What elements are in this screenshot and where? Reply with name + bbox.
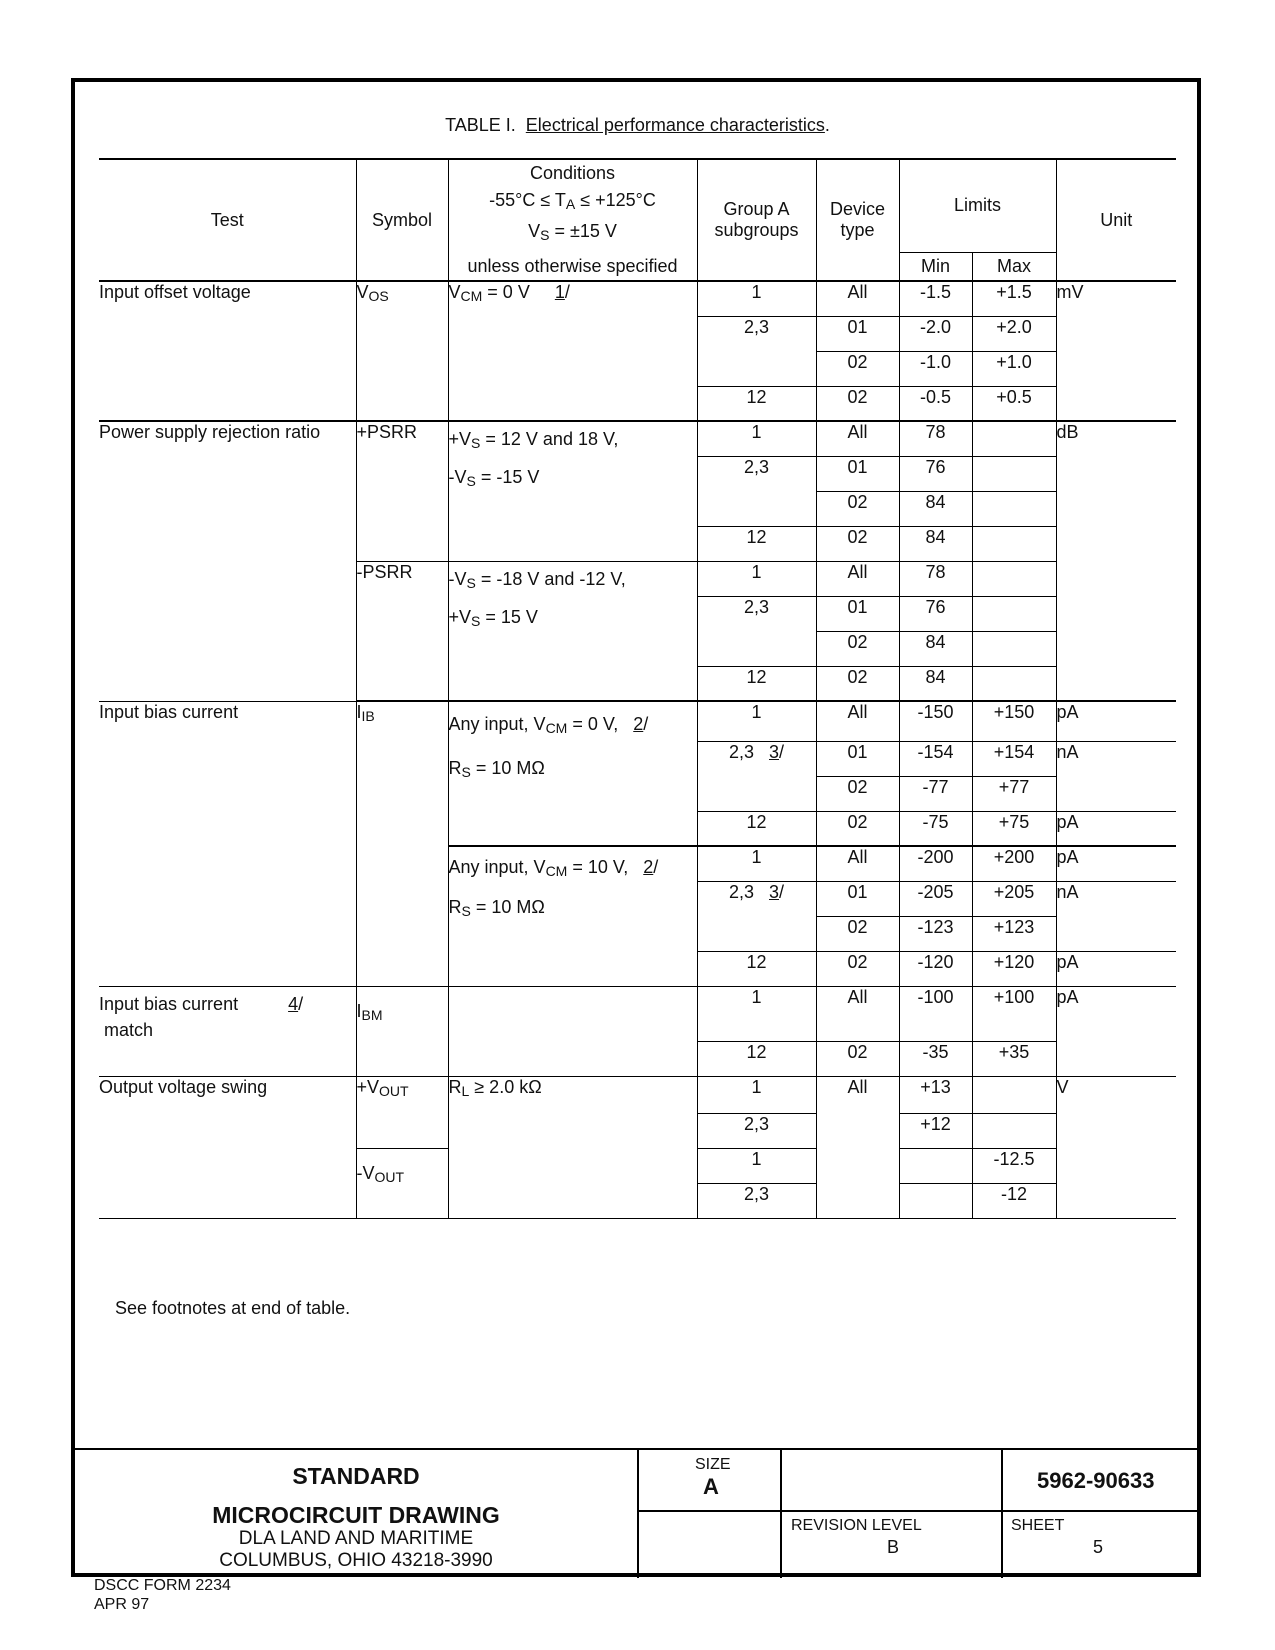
table-row: 12 02 84 (99, 666, 1176, 701)
table-row: 2,3 +12 (99, 1113, 1176, 1148)
table-row: 2,3 -12 (99, 1183, 1176, 1218)
header-min: Min (899, 252, 972, 281)
table-title: TABLE I. Electrical performance characteristics. (445, 115, 830, 135)
drawing-number: 5962-90633 (1037, 1468, 1155, 1493)
header-limits: Limits (899, 159, 1056, 252)
symbol-ib: $I_{IB}$ (356, 701, 448, 986)
table-row: Any input, $V_{CM} = 10$ V, 2/ $R_S = 10$ MΩ 1 All -200 +200 pA (99, 846, 1176, 881)
table-row: Input bias current $I_{IB}$ Any input, $V_{CM} = 0$ V, 2/ $R_S = 10$ MΩ 1 All -150 +150 pA (99, 701, 1176, 741)
table-row: 02 -1.0 +1.0 (99, 351, 1176, 386)
unit-psrr: dB (1056, 421, 1176, 701)
size-value: A (703, 1474, 719, 1499)
header-test: Test (99, 159, 356, 281)
title-block (75, 1448, 1197, 1578)
table-row: 2,3 01 76 (99, 596, 1176, 631)
table-row: 12 02 84 (99, 526, 1176, 561)
test-ib: Input bias current (99, 701, 356, 986)
table-row: 2,3 3/ 01 -154 +154 nA (99, 741, 1176, 776)
symbol-pvout: $+V_{OUT}$ (356, 1076, 448, 1148)
test-psrr: Power supply rejection ratio (99, 421, 356, 701)
table-row: Output voltage swing $+V_{OUT}$ $R_L \ge 2.0$ kΩ 1 All +13 V (99, 1076, 1176, 1113)
cond-vout: $R_L \ge 2.0$ kΩ (448, 1076, 697, 1218)
cond-ppsrr: $+V_S = 12$ V and 18 V, $-V_S = -15$ V (448, 421, 697, 561)
symbol-vos: $V_{OS}$ (356, 281, 448, 421)
test-ibm: Input bias current 4/ match (99, 986, 356, 1076)
cond-vos: $V_{CM} = 0$ V 1/ (448, 281, 697, 421)
table-row: 12 02 -0.5 +0.5 (99, 386, 1176, 421)
cond-ib10: Any input, $V_{CM} = 10$ V, 2/ $R_S = 10$ MΩ (448, 846, 697, 986)
header-device: Device type (816, 159, 899, 281)
header-symbol: Symbol (356, 159, 448, 281)
size-label: SIZE (695, 1456, 731, 1473)
header-group: Group A subgroups (697, 159, 816, 281)
table-row: 12 02 -35 +35 (99, 1041, 1176, 1076)
table-row: Input offset voltage $V_{OS}$ $V_{CM} = 0$ V 1/ 1 All -1.5 +1.5 mV (99, 281, 1176, 316)
symbol-npsrr: -PSRR (356, 561, 448, 701)
table-row: 02 -123 +123 (99, 916, 1176, 951)
symbol-nvout: $-V_{OUT}$ (356, 1148, 448, 1218)
table-row: 2,3 3/ 01 -205 +205 nA (99, 881, 1176, 916)
cond-npsrr: $-V_S = -18$ V and -12 V, $+V_S = 15$ V (448, 561, 697, 701)
cond-ib0: Any input, $V_{CM} = 0$ V, 2/ $R_S = 10$ MΩ (448, 701, 697, 846)
sheet-value: 5 (1093, 1537, 1104, 1557)
table-row: 2,3 01 76 (99, 456, 1176, 491)
header-unit: Unit (1056, 159, 1176, 281)
table-row: Input bias current 4/ match $I_{BM}$ 1 All -100 +100 pA (99, 986, 1176, 1041)
sheet-label: SHEET (1011, 1517, 1065, 1534)
table-row: 02 84 (99, 631, 1176, 666)
footnote-text: See footnotes at end of table. (115, 1298, 351, 1318)
electrical-table (99, 158, 1176, 1219)
revision-value: B (887, 1537, 900, 1557)
table-row: Power supply rejection ratio +PSRR $+V_S = 12$ V and 18 V, $-V_S = -15$ V 1 All 78 dB (99, 421, 1176, 456)
table-row: 12 02 -120 +120 pA (99, 951, 1176, 986)
table-row: 12 02 -75 +75 pA (99, 811, 1176, 846)
header-max: Max (972, 252, 1056, 281)
symbol-ibm: $I_{BM}$ (356, 986, 448, 1076)
table-row: $-V_{OUT}$ 1 -12.5 (99, 1148, 1176, 1183)
title-block-org: STANDARD MICROCIRCUIT DRAWING DLA LAND AND MARITIME COLUMBUS, OHIO 43218-3990 (212, 1463, 500, 1571)
revision-label: REVISION LEVEL (791, 1517, 922, 1534)
cond-ibm (448, 986, 697, 1076)
table-row: 2,3 01 -2.0 +2.0 (99, 316, 1176, 351)
header-conditions: Conditions $-55^\circ C \le T_A \le +125^\circ C$ $V_S = \pm 15$ V unless otherwise specified (448, 159, 697, 281)
table-row: 02 84 (99, 491, 1176, 526)
form-id: DSCC FORM 2234 APR 97 (94, 1577, 231, 1613)
table-row: 02 -77 +77 (99, 776, 1176, 811)
test-vout: Output voltage swing (99, 1076, 356, 1218)
table-row: -PSRR $-V_S = -18$ V and -12 V, $+V_S = 15$ V 1 All 78 (99, 561, 1176, 596)
unit-vos: mV (1056, 281, 1176, 421)
test-vos: Input offset voltage (99, 281, 356, 421)
symbol-ppsrr: +PSRR (356, 421, 448, 561)
